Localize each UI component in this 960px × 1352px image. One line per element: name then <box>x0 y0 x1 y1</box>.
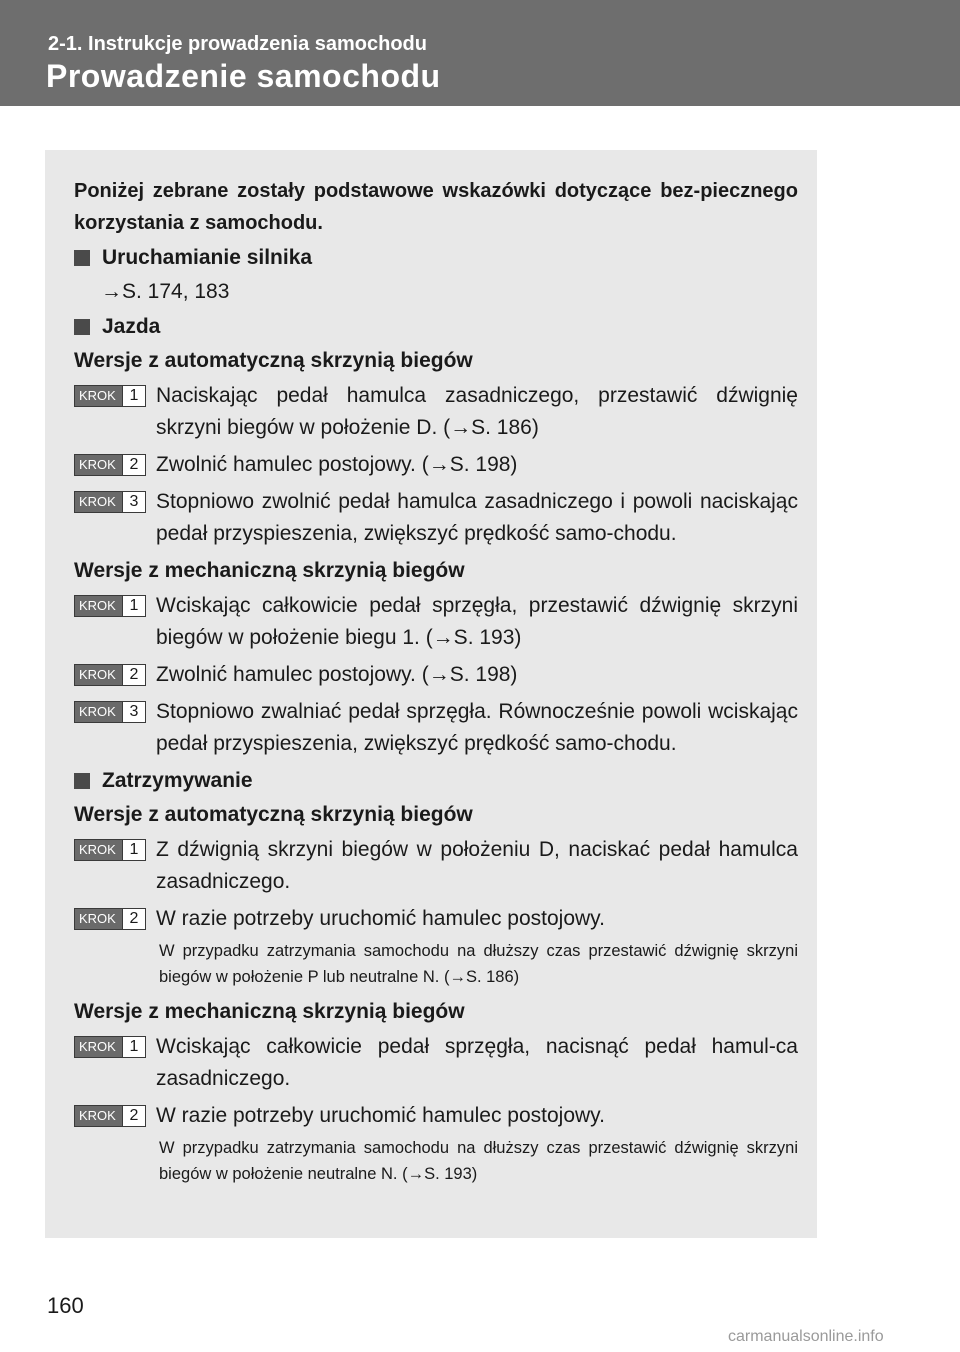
step-badge-number: 1 <box>122 386 145 406</box>
section-heading-label: Zatrzymywanie <box>102 769 253 792</box>
step-badge-number: 1 <box>122 1037 145 1057</box>
square-bullet-icon <box>74 319 90 335</box>
step-item <box>74 696 798 760</box>
step-badge-word: KROK <box>75 492 122 512</box>
step-badge <box>74 1105 146 1127</box>
step-text: W razie potrzeby uruchomić hamulec postojowy. <box>156 1104 605 1127</box>
subheading-manual: Wersje z mechaniczną skrzynią biegów <box>74 559 465 582</box>
step-item <box>74 1031 798 1095</box>
step-badge <box>74 454 146 476</box>
section-heading-label: Jazda <box>102 315 161 338</box>
watermark: carmanualsonline.info <box>728 1328 884 1345</box>
section-label: 2-1. Instrukcje prowadzenia samochodu <box>48 33 427 55</box>
step-badge <box>74 839 146 861</box>
step-badge-number: 2 <box>122 909 145 929</box>
step-badge-word: KROK <box>75 909 122 929</box>
step-badge <box>74 595 146 617</box>
step-text: Stopniowo zwalniać pedał sprzęgła. Równocześnie powoli wciskając pedał przyspieszenia, zwiększyć prędkość samo-chodu. <box>156 700 798 755</box>
step-badge-word: KROK <box>75 702 122 722</box>
step-badge <box>74 1036 146 1058</box>
step-note: W przypadku zatrzymania samochodu na dłuższy czas przestawić dźwignię skrzyni biegów w położenie P lub neutralne N. (→S. 186) <box>159 942 798 986</box>
step-item <box>74 659 798 691</box>
page-header <box>0 0 960 106</box>
section-heading-drive <box>74 311 798 343</box>
step-badge <box>74 385 146 407</box>
step-badge <box>74 491 146 513</box>
step-text: Z dźwignią skrzyni biegów w położeniu D, naciskać pedał hamulca zasadniczego. <box>156 838 798 893</box>
subheading-manual: Wersje z mechaniczną skrzynią biegów <box>74 1000 465 1023</box>
content-box <box>45 150 817 1238</box>
step-badge-number: 3 <box>122 492 145 512</box>
step-item <box>74 449 798 481</box>
step-text: Zwolnić hamulec postojowy. (→S. 198) <box>156 453 518 476</box>
step-badge-number: 2 <box>122 1106 145 1126</box>
intro-text: Poniżej zebrane zostały podstawowe wskazówki dotyczące bez-piecznego korzystania z samochodu. <box>74 180 798 234</box>
step-badge-word: KROK <box>75 1106 122 1126</box>
step-text: Zwolnić hamulec postojowy. (→S. 198) <box>156 663 518 686</box>
step-badge-word: KROK <box>75 596 122 616</box>
step-badge-word: KROK <box>75 665 122 685</box>
subheading-automatic: Wersje z automatyczną skrzynią biegów <box>74 803 473 826</box>
step-badge-number: 2 <box>122 455 145 475</box>
step-badge-word: KROK <box>75 455 122 475</box>
square-bullet-icon <box>74 250 90 266</box>
step-text: Stopniowo zwolnić pedał hamulca zasadniczego i powoli naciskając pedał przyspieszenia, zwiększyć prędkość samo-chodu. <box>156 490 798 545</box>
step-item <box>74 903 798 935</box>
step-text: W razie potrzeby uruchomić hamulec postojowy. <box>156 907 605 930</box>
step-badge-word: KROK <box>75 386 122 406</box>
step-badge <box>74 664 146 686</box>
page-reference: →S. 174, 183 <box>101 280 230 303</box>
subheading-automatic: Wersje z automatyczną skrzynią biegów <box>74 349 473 372</box>
step-note: W przypadku zatrzymania samochodu na dłuższy czas przestawić dźwignię skrzyni biegów w położenie neutralne N. (→S. 193) <box>159 1139 798 1183</box>
step-item <box>74 380 798 444</box>
step-text: Wciskając całkowicie pedał sprzęgła, przestawić dźwignię skrzyni biegów w położenie biegu 1. (→S. 193) <box>156 594 798 649</box>
section-heading-start <box>74 242 798 274</box>
step-badge-word: KROK <box>75 1037 122 1057</box>
section-heading-label: Uruchamianie silnika <box>102 246 313 269</box>
step-item <box>74 590 798 654</box>
step-badge <box>74 908 146 930</box>
step-text: Wciskając całkowicie pedał sprzęgła, nacisnąć pedał hamul-ca zasadniczego. <box>156 1035 798 1090</box>
step-badge-word: KROK <box>75 840 122 860</box>
step-badge-number: 1 <box>122 840 145 860</box>
step-badge-number: 2 <box>122 665 145 685</box>
step-item <box>74 1100 798 1132</box>
page-number: 160 <box>47 1293 84 1318</box>
step-badge-number: 3 <box>122 702 145 722</box>
step-item <box>74 486 798 550</box>
step-item <box>74 834 798 898</box>
page-title: Prowadzenie samochodu <box>46 58 441 94</box>
step-badge-number: 1 <box>122 596 145 616</box>
section-heading-stop <box>74 765 798 797</box>
square-bullet-icon <box>74 773 90 789</box>
step-badge <box>74 701 146 723</box>
step-text: Naciskając pedał hamulca zasadniczego, przestawić dźwignię skrzyni biegów w położenie D. (→S. 186) <box>156 384 798 439</box>
content-inner <box>74 175 798 1193</box>
